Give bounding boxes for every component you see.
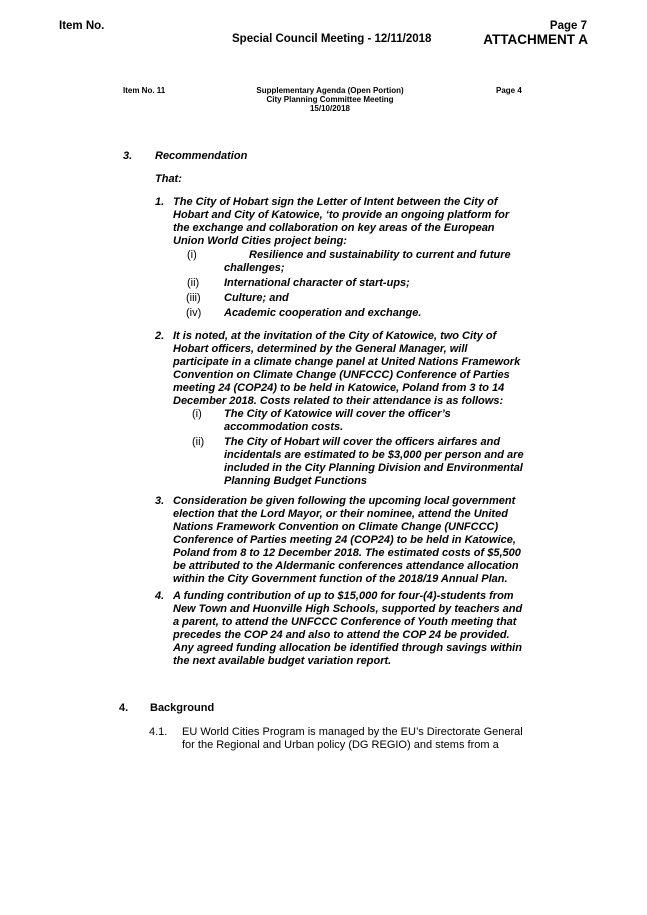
text-line: Hobart and City of Katowice, ‘to provide an ongoing platform for xyxy=(173,209,510,221)
subheader-title-line: City Planning Committee Meeting xyxy=(266,95,394,104)
text-line: challenges; xyxy=(224,262,285,274)
text-line: EU World Cities Program is managed by the EU’s Directorate General xyxy=(182,726,523,738)
text-line: The City of Hobart will cover the officers airfares and xyxy=(224,436,501,448)
text-line: Conference of Parties meeting 24 (COP24) to be held in Katowice, xyxy=(173,534,516,546)
text-line: the exchange and collaboration on key areas of the European xyxy=(173,222,495,234)
item-1-sub-iv-roman: (iv) xyxy=(186,307,202,319)
item-2-sub-ii-roman: (ii) xyxy=(192,436,205,448)
header-attachment: ATTACHMENT A xyxy=(483,32,588,47)
section3-heading: Recommendation xyxy=(155,150,248,162)
subheader-title xyxy=(230,86,430,113)
subheader-title-line: 15/10/2018 xyxy=(309,104,351,113)
item-1-sub-i-text xyxy=(224,249,511,275)
text-line: New Town and Huonville High Schools, supported by teachers and xyxy=(173,603,523,615)
item-2-sub-ii-text xyxy=(224,436,524,488)
item-2-sub-i-roman: (i) xyxy=(192,408,202,420)
text-line: Resilience and sustainability to current and future xyxy=(249,249,511,261)
text-line: Any agreed funding allocation be identified through savings within xyxy=(173,642,522,654)
text-line: participate in a climate change panel at United Nations Framework xyxy=(173,356,521,368)
text-line: Hobart officers, determined by the General Manager, will xyxy=(173,343,468,355)
text-line: Nations Framework Convention on Climate Change (UNFCCC) xyxy=(173,521,499,533)
item-3-text xyxy=(173,495,521,586)
section3-number: 3. xyxy=(123,150,133,162)
item-4-number: 4. xyxy=(155,590,165,602)
subheader-item-no: Item No. 11 xyxy=(123,86,166,95)
header-meeting: Special Council Meeting - 12/11/2018 xyxy=(232,33,432,45)
subheader-page: Page 4 xyxy=(496,86,522,95)
text-line: A funding contribution of up to $15,000 for four-(4)-students from xyxy=(173,590,514,602)
text-line: included in the City Planning Division and Environmental xyxy=(224,462,523,474)
text-line: for the Regional and Urban policy (DG REGIO) and stems from a xyxy=(182,739,499,751)
item-1-number: 1. xyxy=(155,196,165,208)
text-line: accommodation costs. xyxy=(224,421,344,433)
text-line: be attributed to the Aldermanic conferences attendance allocation xyxy=(173,560,519,572)
section4-para-number: 4.1. xyxy=(149,726,168,738)
item-1-sub-ii-roman: (ii) xyxy=(187,277,200,289)
item-2-text xyxy=(173,330,520,408)
item-3-number: 3. xyxy=(155,495,165,507)
text-line: Consideration be given following the upcoming local government xyxy=(173,495,516,507)
item-1-sub-i-roman: (i) xyxy=(187,249,197,261)
text-line: Poland from 8 to 12 December 2018. The estimated costs of $5,500 xyxy=(173,547,521,559)
header-item-no: Item No. xyxy=(59,20,105,32)
text-line: election that the Lord Mayor, or their nominee, attend the United xyxy=(173,508,508,520)
subheader-title-line: Supplementary Agenda (Open Portion) xyxy=(256,86,404,95)
text-line: The City of Katowice will cover the officer’s xyxy=(224,408,451,420)
item-1-sub-iii-roman: (iii) xyxy=(186,292,201,304)
item-1-sub-iv-text xyxy=(224,307,421,320)
text-line: It is noted, at the invitation of the City of Katowice, two City of xyxy=(173,330,497,342)
item-1-sub-iii-text xyxy=(224,292,289,305)
text-line: Union World Cities project being: xyxy=(173,235,347,247)
text-line: within the City Government function of the 2018/19 Annual Plan. xyxy=(173,573,508,585)
text-line: Convention on Climate Change (UNFCCC) Conference of Parties xyxy=(173,369,510,381)
item-1-text xyxy=(173,196,509,248)
text-line: incidentals are estimated to be $3,000 per person and are xyxy=(224,449,524,461)
header-page: Page 7 xyxy=(549,20,587,32)
text-line: Planning Budget Functions xyxy=(224,475,367,487)
item-4-text xyxy=(173,590,522,668)
section4-para-text xyxy=(182,726,523,752)
text-line: meeting 24 (COP24) to be held in Katowice, Poland from 3 to 14 xyxy=(173,382,505,394)
text-line: precedes the COP 24 and also to attend the COP 24 be provided. xyxy=(173,629,510,641)
item-2-sub-i-text xyxy=(224,408,451,434)
text-line: the next available budget variation report. xyxy=(173,655,392,667)
text-line: The City of Hobart sign the Letter of Intent between the City of xyxy=(173,196,498,208)
section4-heading: Background xyxy=(150,702,215,714)
section3-that: That: xyxy=(155,173,182,185)
text-line: Academic cooperation and exchange. xyxy=(224,307,422,319)
text-line: a parent, to attend the UNFCCC Conference of Youth meeting that xyxy=(173,616,517,628)
item-2-number: 2. xyxy=(155,330,165,342)
item-1-sub-ii-text xyxy=(224,277,410,290)
text-line: Culture; and xyxy=(224,292,289,304)
section4-number: 4. xyxy=(119,702,129,714)
text-line: December 2018. Costs related to their attendance is as follows: xyxy=(173,395,504,407)
text-line: International character of start-ups; xyxy=(224,277,410,289)
